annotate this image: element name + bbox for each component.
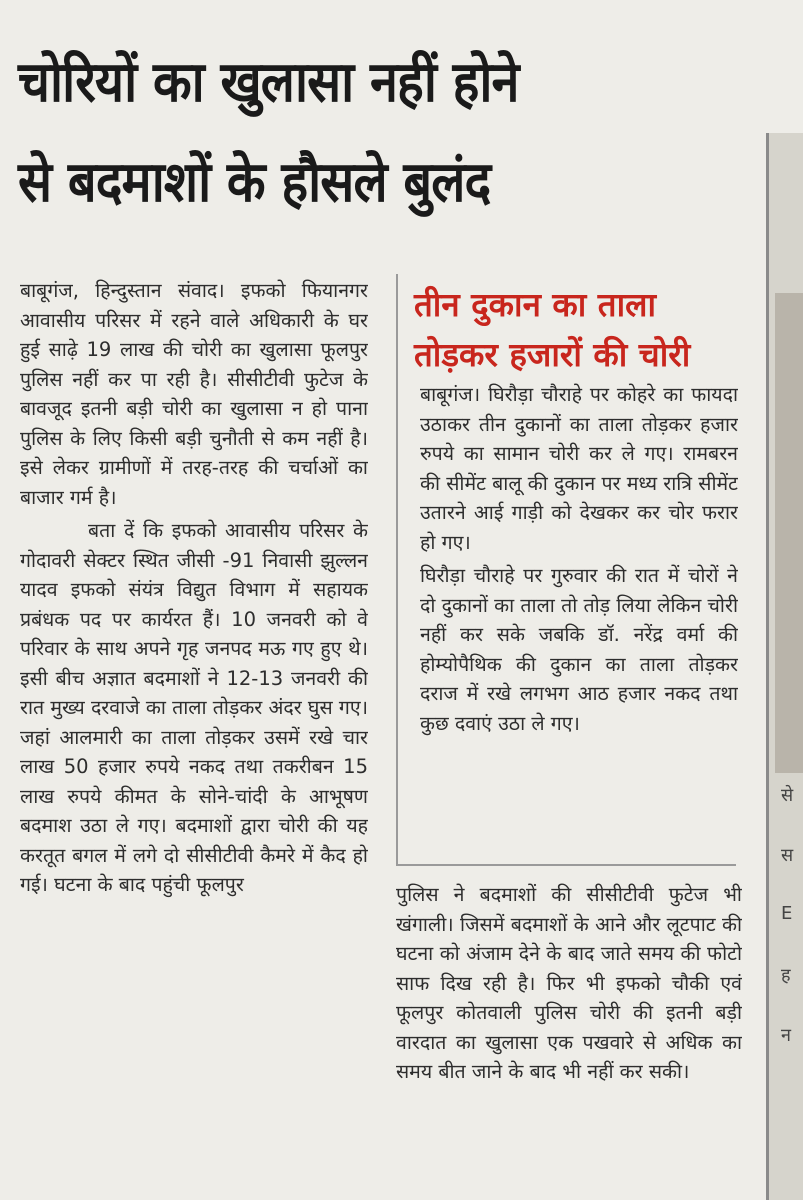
adjacent-text-fragment: से	[781, 785, 794, 806]
boxed-story-body	[420, 380, 738, 858]
adjacent-text-fragment: ह	[781, 965, 791, 986]
boxed-headline-line-2: तोड़कर हजारों की चोरी	[414, 335, 691, 374]
main-story-continuation: पुलिस ने बदमाशों की सीसीटीवी फुटेज भी खंगाली। जिसमें बदमाशों के आने और लूटपाट की घटना को अंजाम देने के बाद जाते समय की फोटो साफ दिख रही है। फिर भी इफको चौकी एवं फूलपुर कोतवाली पुलिस चोरी की इतनी बड़ी वारदात का खुलासा एक पखवारे से अधिक का समय बीत जाने के बाद भी नहीं कर सकी।	[396, 883, 742, 1083]
adjacent-text-fragment: E	[781, 903, 793, 924]
boxed-story-paragraph-1: बाबूगंज। घिरौड़ा चौराहे पर कोहरे का फायदा उठाकर तीन दुकानों का ताला तोड़कर हजार रुपये का सामान चोरी कर ले गए। रामबरन की सीमेंट बालू की दुकान पर मध्य रात्रि सीमेंट उतारने आई गाड़ी को देखकर कर चोर फरार हो गए।	[420, 383, 738, 554]
boxed-headline-line-1: तीन दुकान का ताला	[414, 285, 657, 324]
main-story-column-2	[396, 880, 742, 1200]
main-story-paragraph-2: बता दें कि इफको आवासीय परिसर के गोदावरी सेक्टर स्थित जीसी -91 निवासी झुल्लन यादव इफको संयंत्र विद्युत विभाग में सहायक प्रबंधक पद पर कार्यरत हैं। 10 जनवरी को वे परिवार के साथ अपने गृह जनपद मऊ गए हुए थे। इसी बीच अज्ञात बदमाशों ने 12-13 जनवरी की रात मुख्य दरवाजे का ताला तोड़कर अंदर घुस गए। जहां आलमारी का ताला तोड़कर उसमें रखे चार लाख 50 हजार रुपये नकद तथा तकरीबन 15 लाख रुपये कीमत के सोने-चांदी के आभूषण बदमाश उठा ले गए। बदमाशों द्वारा चोरी की यह करतूत बगल में लगे दो सीसीटीवी कैमरे में कैद हो गई। घटना के बाद पहुंची फूलपुर	[20, 519, 368, 896]
adjacent-article-edge	[766, 133, 803, 1200]
main-headline	[18, 34, 684, 234]
adjacent-text-fragment: स	[781, 845, 794, 866]
boxed-story-headline	[414, 280, 734, 380]
adjacent-photo-strip	[775, 293, 803, 773]
boxed-story-paragraph-2: घिरौड़ा चौराहे पर गुरुवार की रात में चोरों ने दो दुकानों का ताला तो तोड़ लिया लेकिन चोरी नहीं कर सके जबकि डॉ. नरेंद्र वर्मा की होम्योपैथिक की दुकान का ताला तोड़कर दराज में रखे लगभग आठ हजार नकद तथा कुछ दवाएं उठा ले गए।	[420, 564, 738, 735]
main-story-paragraph-1: बाबूगंज, हिन्दुस्तान संवाद। इफको फियानगर आवासीय परिसर में रहने वाले अधिकारी के घर हुई साढ़े 19 लाख की चोरी का खुलासा फूलपुर पुलिस नहीं कर पा रही है। सीसीटीवी फुटेज के बावजूद इतनी बड़ी चोरी का खुलासा न हो पाना पुलिस के लिए किसी बड़ी चुनौती से कम नहीं है। इसे लेकर ग्रामीणों में तरह-तरह की चर्चाओं का बाजार गर्म है।	[20, 279, 368, 509]
headline-line-2: से बदमाशों के हौसले बुलंद	[18, 150, 491, 215]
headline-line-1: चोरियों का खुलासा नहीं होने	[18, 50, 519, 115]
main-story-column-1	[20, 276, 368, 1200]
adjacent-text-fragment: न	[781, 1025, 791, 1046]
boxed-story	[396, 274, 736, 866]
